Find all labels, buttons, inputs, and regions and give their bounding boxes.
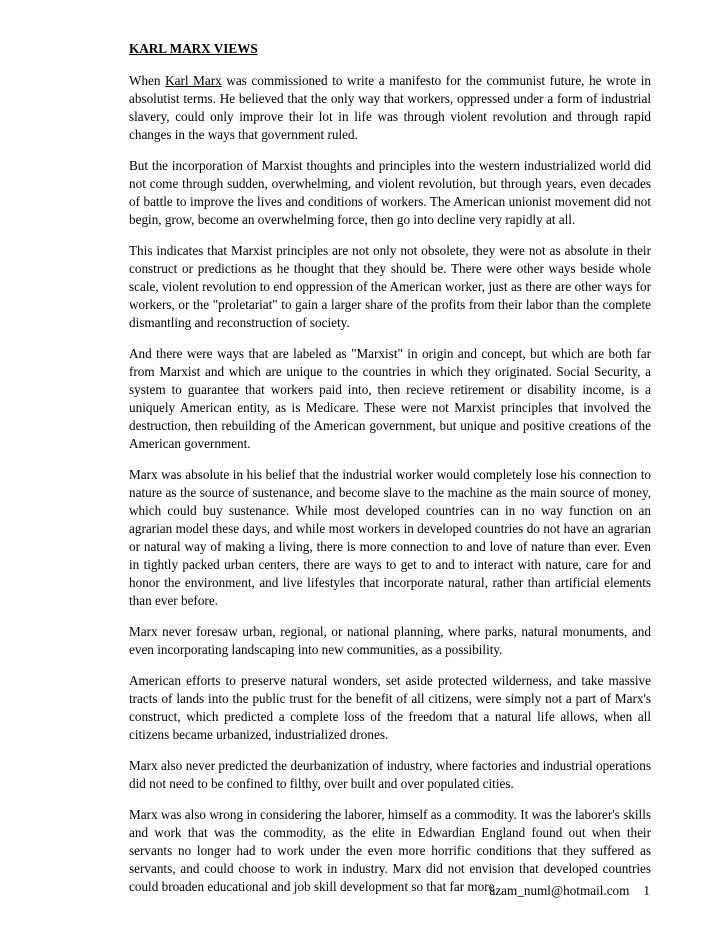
karl-marx-link[interactable]: Karl Marx <box>165 73 222 88</box>
paragraph-4: Marx was absolute in his belief that the industrial worker would completely lose his connection to nature as the source of sustenance, and become slave to the machine as the main source of money, which could buy sustenance. While most developed countries can in no way function on an agrarian model these days, and while most workers in developed countries do not have an agrarian or natural way of making a living, there is more connection to and love of nature than ever. Even in tightly packed urban centers, there are ways to get to and to interact with nature, care for and honor the environment, and live lifestyles that incorporate natural, rather than artificial elements than ever before. <box>129 467 651 608</box>
paragraph-intro <box>129 72 651 144</box>
paragraph-5: Marx never foresaw urban, regional, or national planning, where parks, natural monuments, and even incorporating landscaping into new communities, as a possibility. <box>129 624 651 657</box>
paragraph-2: This indicates that Marxist principles are not only not obsolete, they were not as absolute in their construct or predictions as he thought that they should be. There were other ways beside whole scale, violent revolution to end oppression of the American worker, just as there are other ways for workers, or the "proletariat" to gain a larger share of the profits from their labor than the complete dismantling and reconstruction of society. <box>129 243 651 330</box>
document-title: KARL MARX VIEWS <box>129 41 258 56</box>
footer-email: azam_numl@hotmail.com <box>489 883 630 898</box>
paragraph-8: Marx was also wrong in considering the laborer, himself as a commodity. It was the laborer's skills and work that was the commodity, as the elite in Edwardian England found out when their servants no longer had to work under the even more horrific conditions that they suffered as servants, and could choose to work in industry. Marx did not envision that developed countries could broaden educational and job skill development so that far more <box>129 807 651 894</box>
intro-text-after-link: was commissioned to write a manifesto for the communist future, he wrote in absolutist terms. He believed that the only way that workers, oppressed under a form of industrial slavery, could only improve their lot in life was through violent revolution and through rapid changes in the ways that government ruled. <box>129 73 651 142</box>
page-number: 1 <box>643 883 650 898</box>
document-page <box>129 40 651 909</box>
paragraph-1: But the incorporation of Marxist thoughts and principles into the western industrialized world did not come through sudden, overwhelming, and violent revolution, but through years, even decades of battle to improve the lives and conditions of workers. The American unionist movement did not begin, grow, become an overwhelming force, then go into decline very rapidly at all. <box>129 158 651 227</box>
paragraph-6: American efforts to preserve natural wonders, set aside protected wilderness, and take massive tracts of lands into the public trust for the benefit of all citizens, were simply not a part of Marx's construct, which predicted a complete loss of the freedom that a natural life allows, when all citizens became urbanized, industrialized drones. <box>129 673 651 742</box>
paragraph-3: And there were ways that are labeled as "Marxist" in origin and concept, but which are both far from Marxist and which are unique to the countries in which they originated. Social Security, a system to guarantee that workers paid into, then recieve retirement or disability income, is a uniquely American entity, as is Medicare. These were not Marxist principles that involved the destruction, then rebuilding of the American government, but unique and positive creations of the American government. <box>129 346 651 451</box>
intro-text-before-link: When <box>129 73 166 88</box>
page-footer <box>0 882 650 900</box>
paragraph-7: Marx also never predicted the deurbanization of industry, where factories and industrial operations did not need to be confined to filthy, over built and over populated cities. <box>129 758 651 791</box>
